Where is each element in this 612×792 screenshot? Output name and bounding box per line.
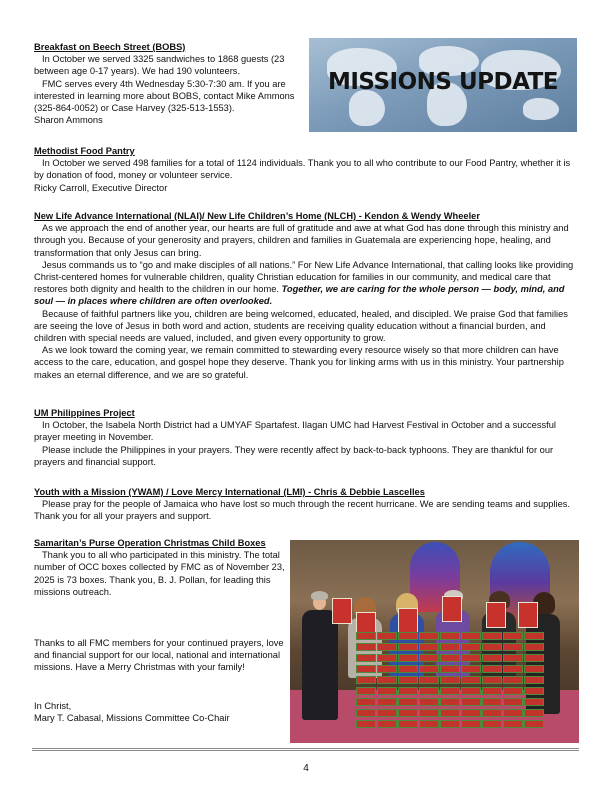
shoe-box — [482, 687, 502, 695]
shoe-box — [503, 720, 523, 728]
shoe-box — [482, 720, 502, 728]
shoe-box — [461, 698, 481, 706]
shoe-box — [482, 654, 502, 662]
shoe-box — [503, 698, 523, 706]
shoe-box — [419, 676, 439, 684]
shoe-box — [482, 676, 502, 684]
shoe-box — [440, 698, 460, 706]
philippines-paragraph-2: Please include the Philippines in your prayers. They were recently affect by back-to-back typhoons. They are thankful for our prayers and financial support. — [34, 444, 554, 467]
shoe-box — [524, 709, 544, 717]
nlai-heading: New Life Advance International (NLAI)/ New Life Children’s Home (NLCH) - Kendon & Wendy Wheeler — [34, 211, 480, 221]
shoe-box — [524, 665, 544, 673]
shoe-box — [377, 720, 397, 728]
shoe-box — [503, 665, 523, 673]
shoe-box — [356, 632, 376, 640]
shoe-box — [440, 654, 460, 662]
shoe-box — [524, 643, 544, 651]
shoe-box — [461, 643, 481, 651]
nlai-paragraph-2-text: Jesus commands us to “go and make disciples of all nations.” For New Life Advance International, that calling looks like providing Christ-centered homes for vulnerable children, quality Christian education for families in our community, and medical care that restores both dignity and health to the children in our home. — [34, 259, 574, 295]
section-ywam — [34, 486, 579, 523]
shoe-box — [461, 654, 481, 662]
bobs-paragraph-1: In October we served 3325 sandwiches to 1868 guests (23 between age 0-17 years). We had 190 volunteers. — [34, 54, 285, 77]
shoe-box — [356, 709, 376, 717]
shoe-box — [377, 698, 397, 706]
shoe-box — [461, 709, 481, 717]
closing-signature-block — [34, 700, 284, 724]
shoe-box — [398, 643, 418, 651]
shoe-box — [419, 687, 439, 695]
shoe-box — [524, 720, 544, 728]
banner-title: MISSIONS UPDATE — [327, 69, 558, 95]
shoe-box — [377, 643, 397, 651]
shoe-box — [377, 687, 397, 695]
section-bobs — [34, 41, 302, 126]
shoe-box — [440, 643, 460, 651]
missions-update-banner — [309, 38, 577, 132]
section-closing — [34, 637, 284, 674]
footer-rule — [32, 748, 579, 751]
shoe-box — [356, 665, 376, 673]
shoe-box — [524, 698, 544, 706]
shoe-box — [398, 698, 418, 706]
shoe-box — [419, 709, 439, 717]
bobs-signature: Sharon Ammons — [34, 115, 103, 126]
shoe-box — [440, 687, 460, 695]
shoe-box — [356, 687, 376, 695]
shoe-box — [398, 687, 418, 695]
page-number: 4 — [303, 763, 309, 774]
shoe-box — [461, 720, 481, 728]
shoe-box — [377, 709, 397, 717]
shoe-box — [461, 687, 481, 695]
philippines-paragraph-1: In October, the Isabela North District had a UMYAF Spartafest. Ilagan UMC had Harvest Festival in October and a successful prayer meeting in November. — [34, 420, 556, 443]
nlai-paragraph-3: Because of faithful partners like you, children are being welcomed, educated, healed, and discipled. We praise God that families are seeing the love of Jesus in both word and action, students are receiving quality education without a financial burden, and children with special needs are valued, included, and given every opportunity to grow. — [34, 308, 568, 344]
shoe-box — [398, 709, 418, 717]
shoe-box — [503, 709, 523, 717]
shoe-box — [440, 709, 460, 717]
closing-salutation: In Christ, — [34, 701, 72, 711]
shoe-box — [482, 643, 502, 651]
food-pantry-signature: Ricky Carroll, Executive Director — [34, 182, 168, 193]
occ-boxes-photo — [290, 540, 579, 743]
section-food-pantry — [34, 145, 579, 194]
shoe-box — [503, 687, 523, 695]
bobs-heading: Breakfast on Beech Street (BOBS) — [34, 42, 186, 52]
nlai-paragraph-1: As we approach the end of another year, our hearts are full of gratitude and awe at what God has done through this ministry and through you. Because of your generosity and prayers, children and families in Guatemala are experiencing hope, healing, and transformation that only Jesus can bring. — [34, 223, 569, 258]
closing-paragraph: Thanks to all FMC members for your continued prayers, love and financial support for our local, national and international missions. Have a Merry Christmas with your family! — [34, 638, 284, 673]
shoe-box — [398, 676, 418, 684]
nlai-paragraph-2 — [34, 259, 579, 308]
shoe-box — [377, 665, 397, 673]
shoe-box — [524, 687, 544, 695]
shoe-box — [461, 632, 481, 640]
ywam-paragraph-1: Please pray for the people of Jamaica who have lost so much through the recent hurricane. We are sending teams and supplies. Thank you for all your prayers and support. — [34, 499, 570, 522]
shoe-box — [398, 665, 418, 673]
shoe-box — [503, 676, 523, 684]
section-philippines — [34, 407, 579, 468]
shoe-box — [377, 632, 397, 640]
closing-signature: Mary T. Cabasal, Missions Committee Co-Chair — [34, 713, 230, 724]
shoe-box — [482, 698, 502, 706]
shoe-box — [482, 632, 502, 640]
shoe-box — [356, 643, 376, 651]
ywam-heading: Youth with a Mission (YWAM) / Love Mercy International (LMI) - Chris & Debbie Lascelles — [34, 487, 425, 497]
bobs-paragraph-2: FMC serves every 4th Wednesday 5:30-7:30 am. If you are interested in learning more about BOBS, contact Mike Ammons (325-864-0052) or Case Harvey (325-513-1553). — [34, 78, 295, 114]
samaritan-heading: Samaritan’s Purse Operation Christmas Child Boxes — [34, 538, 266, 548]
shoe-box — [440, 632, 460, 640]
shoe-box — [482, 665, 502, 673]
shoe-box — [356, 654, 376, 662]
shoe-box — [440, 720, 460, 728]
section-samaritans-purse — [34, 537, 286, 598]
shoe-box — [419, 632, 439, 640]
shoe-box — [377, 676, 397, 684]
section-nlai — [34, 210, 579, 381]
samaritan-paragraph-1: Thank you to all who participated in this ministry. The total number of OCC boxes collected by FMC as of November 23, 2025 is 73 boxes. Thank you, B. J. Pollan, for leading this missions outreach. — [34, 550, 285, 597]
shoe-box — [398, 654, 418, 662]
shoe-box — [377, 654, 397, 662]
food-pantry-heading: Methodist Food Pantry — [34, 146, 135, 156]
shoe-box — [524, 676, 544, 684]
nlai-paragraph-2-emphasis: Together, we are caring for the whole person — body, mind, and soul — in places where children are often overlooked. — [34, 284, 565, 307]
shoe-box — [356, 676, 376, 684]
shoe-box — [356, 698, 376, 706]
nlai-paragraph-4: As we look toward the coming year, we remain committed to stewarding every resource wisely so that more children can have access to the care, education, and gospel hope they deserve. Thank you for linking arms with us in this ministry. Your partnership makes an eternal difference, and we are so grateful. — [34, 345, 564, 380]
shoe-box — [356, 720, 376, 728]
shoe-box — [503, 654, 523, 662]
shoe-box — [524, 632, 544, 640]
shoe-box — [440, 665, 460, 673]
food-pantry-paragraph-1: In October we served 498 families for a total of 1124 individuals. Thank you to all who contribute to our Food Pantry, whether it is by donation of food, money or volunteer service. — [34, 158, 571, 181]
shoe-box — [419, 698, 439, 706]
shoe-box — [419, 665, 439, 673]
shoe-box — [461, 676, 481, 684]
shoe-box — [398, 720, 418, 728]
shoe-box — [419, 643, 439, 651]
shoe-box — [461, 665, 481, 673]
shoe-box — [398, 632, 418, 640]
shoe-box — [503, 643, 523, 651]
shoe-box — [419, 720, 439, 728]
shoe-box — [440, 676, 460, 684]
shoe-box — [482, 709, 502, 717]
shoe-box — [419, 654, 439, 662]
shoe-box — [524, 654, 544, 662]
philippines-heading: UM Philippines Project — [34, 408, 135, 418]
shoe-box — [503, 632, 523, 640]
